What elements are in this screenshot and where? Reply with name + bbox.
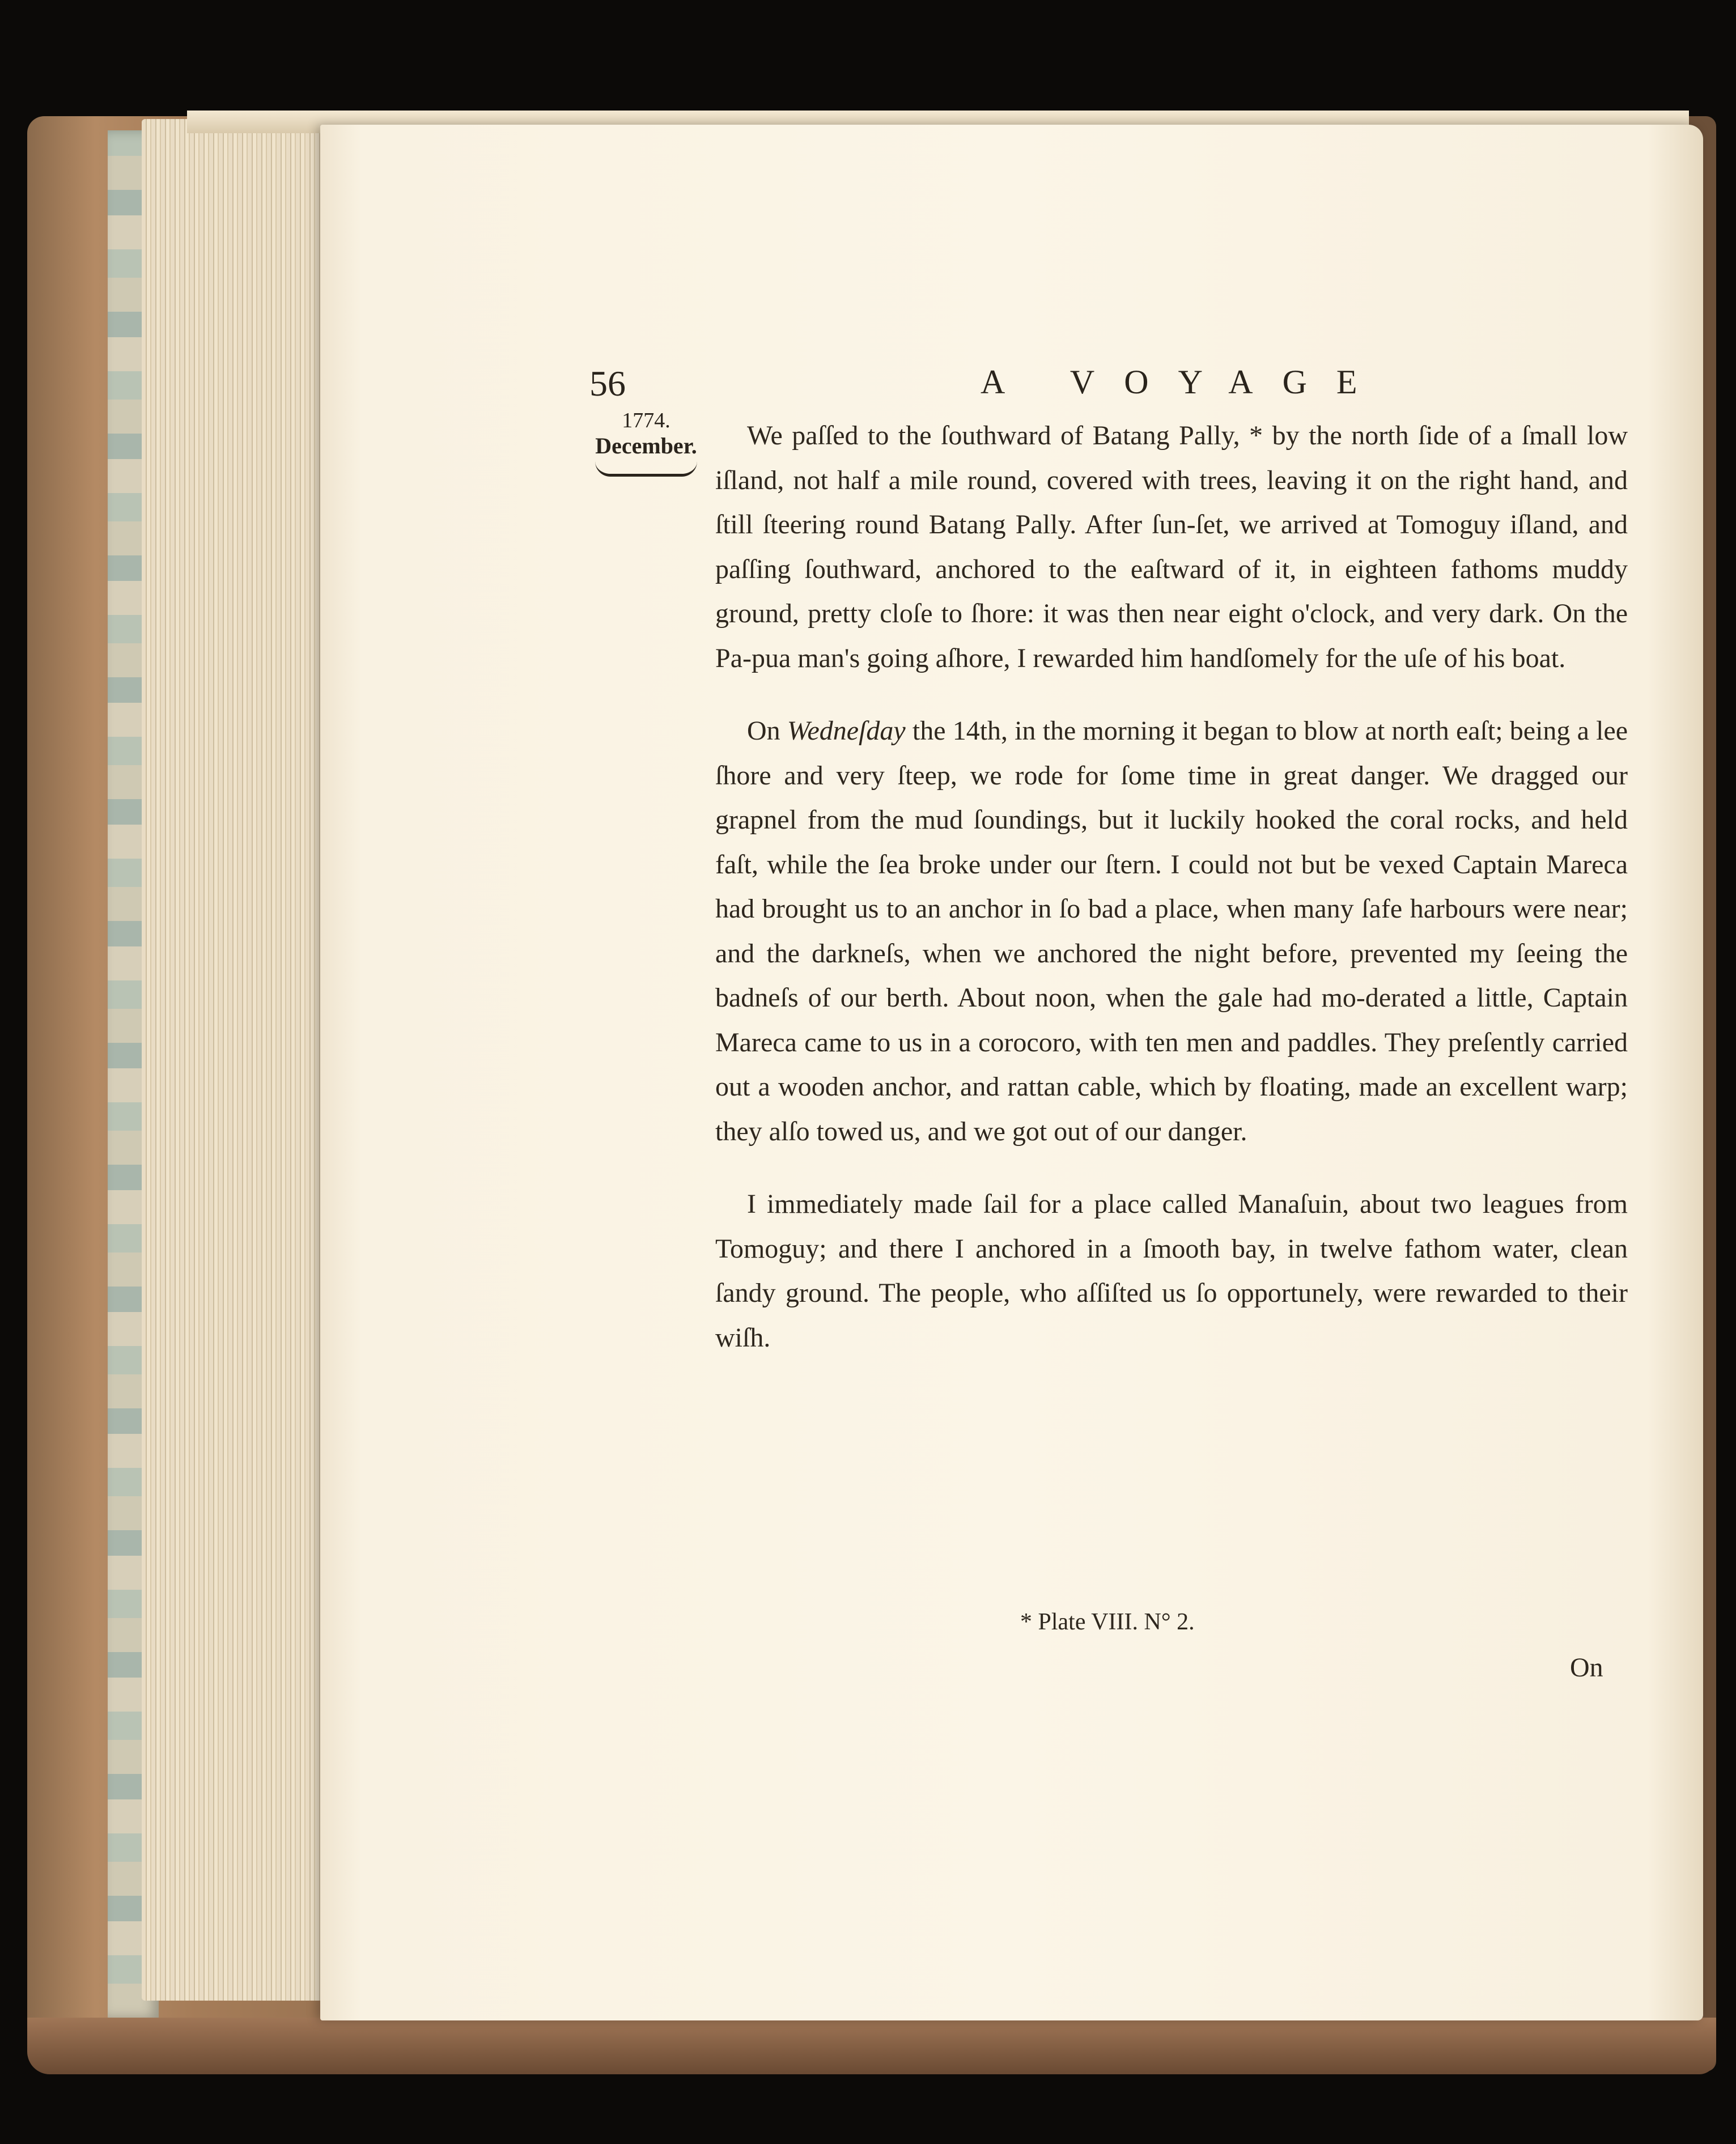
running-title: A VOYAGE xyxy=(981,363,1387,401)
footnote: * Plate VIII. N° 2. xyxy=(1020,1609,1195,1635)
margin-month: December. xyxy=(595,433,697,458)
paragraph-2-lead: On xyxy=(747,716,780,746)
margin-brace-mark xyxy=(595,461,697,477)
page-block-edges xyxy=(142,119,329,2001)
book-cover-bottom-edge xyxy=(27,2018,1716,2074)
paragraph-1: We paſſed to the ſouthward of Batang Pally, * by the north ſide of a ſmall low iſland, not half a mile round, covered with trees, leaving it on the right hand, and ſtill ſteering round Batang Pally. After ſun-ſet, we arrived at Tomoguy iſland, and paſſing ſouthward, anchored to the eaſtward of it, in eighteen fathoms muddy ground, pretty cloſe to ſhore: it was then near eight o'clock, and very dark. On the Pa-pua man's going aſhore, I rewarded him handſomely for the uſe of his boat. xyxy=(715,421,1628,673)
paragraph-2-body: the 14th, in the morning it began to blow at north eaſt; being a lee ſhore and very ſteep, we rode for ſome time in great danger. We dragged our grapnel from the mud ſoundings, but it luckily hooked the coral rocks, and held faſt, while the ſea broke under our ſtern. I could not but be vexed Captain Mareca had brought us to an anchor in ſo bad a place, when many ſafe harbours were near; and the darkneſs, when we anchored the night before, prevented my ſeeing the badneſs of our berth. About noon, when the gale had mo-derated a little, Captain Mareca came to us in a corocoro, with ten men and paddles. They preſently carried out a wooden anchor, and rattan cable, which by floating, made an excellent warp; they alſo towed us, and we got out of our danger. xyxy=(715,716,1628,1147)
page-number: 56 xyxy=(589,363,626,404)
margin-date-note xyxy=(589,408,703,477)
catchword: On xyxy=(1570,1653,1603,1683)
paragraph-3: I immediately made ſail for a place called Manaſuin, about two leagues from Tomoguy; and there I anchored in a ſmooth bay, in twelve fathom water, clean ſandy ground. The people, who aſſiſted us ſo opportunely, were rewarded to their wiſh. xyxy=(715,1189,1628,1353)
body-text xyxy=(715,414,1628,1360)
paragraph-2 xyxy=(715,709,1628,1154)
paragraph-2-day: Wedneſday xyxy=(787,716,906,746)
margin-year: 1774. xyxy=(622,409,670,432)
